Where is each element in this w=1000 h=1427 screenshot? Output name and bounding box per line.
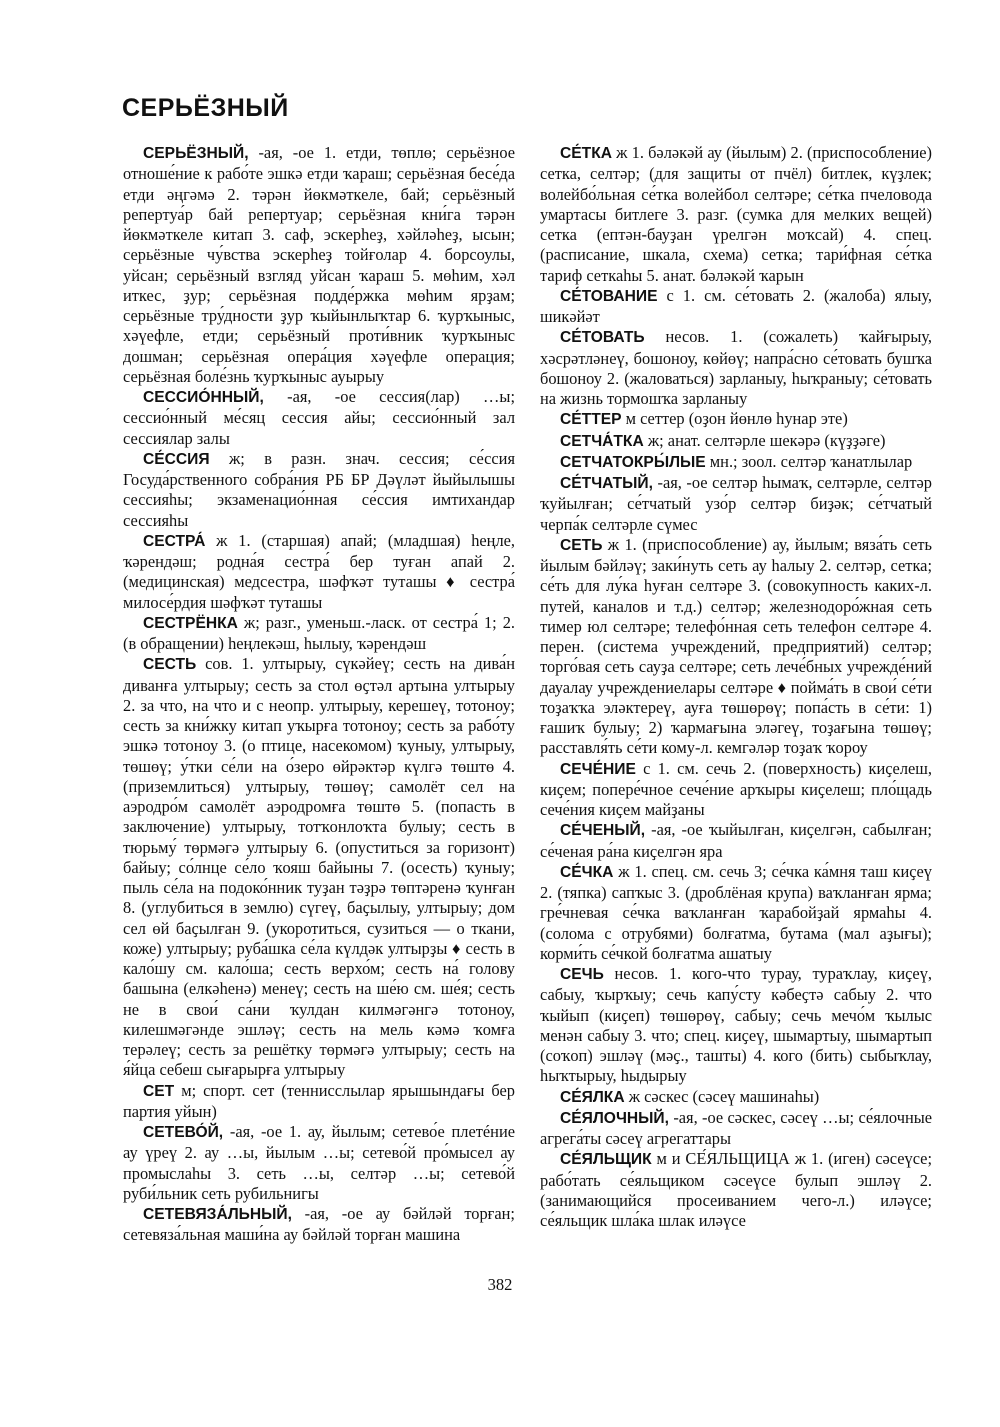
entry-definition: ж 1. бәләкәй ау (йылым) 2. (приспособление) сетка, селтәр; (для защиты от пчёл) битлек, күҙлек; волейбо́льная се́тка волейбол селтәре; се́тка пчеловода умартасы битлеге 3. разг. (сумка для мелких вещей) сетка (ептән-бауҙан үрелгән моҡсай) 4. спец. (расписание, шкала, схема) сетка; тари́фная се́тка тариф сеткаһы 5. анат. бәләкәй ҡарын bbox=[540, 143, 932, 285]
dictionary-entry bbox=[540, 431, 932, 452]
entry-headword: СЕСТРА́ bbox=[143, 532, 206, 550]
entry-definition: м сеттер (оҙон йөнлө һунар эте) bbox=[621, 409, 848, 429]
entry-definition: сов. 1. ултырыу, сүкәйеү; сесть на дива́н диванға ултырыу; сесть за стол өҫтәл артына ултырыу 2. за что, на что и с неопр. ултырыу, керешеү, тотоноу; сесть за кни́жку китап уҡырға тотоноу; сесть за рабо́ту эшкә тотоноу 3. (о птице, насекомом) ҡуныу, ултырыу, төшөү; у́тки се́ли на о́зеро өйрәктәр күлгә төштө 4. (приземлиться) ултырыу, төшөү; самолёт сел на аэродро́м самолёт аэродромға төштө 5. (попасть в заключение) ултырыу, тотҡонлоҡта булыу; сесть в тюрьму́ төрмәгә ултырыу 6. (опуститься за горизонт) байыу; со́лнце се́ло ҡояш байыны 7. (осесть) ҡуныу; пыль се́ла на подоко́нник туҙан тәҙрә төптәренә ҡунған 8. (углубиться в землю) сүгеү, баҫылыу, ултырыу; дом сел өй баҫылған 9. (укоротиться, сузиться — о ткани, коже) ултырыу; руба́шка се́ла күлдәк ултырҙы ♦ сесть в кало́шу см. кало́ша; сесть верхо́м; сесть на́ голову башына (елкәһенә) менеү; сесть на ше́ю см. ше́я; сесть не в свои́ са́ни ҡулдан килмәгәнгә тотоноу, килешмәгәнде эшләү; сесть на мель кәмә ҡомға терәлеү; сесть за решётку төрмәгә ултырыу; сесть на я́йца себеш сығарырға ултырыу bbox=[123, 654, 515, 1080]
entry-headword: СЕССИО́ННЫЙ, bbox=[143, 389, 264, 406]
dictionary-entry bbox=[123, 613, 515, 655]
dictionary-entry bbox=[123, 143, 515, 387]
entry-definition: м и СЕ́ЯЛЬЩИЦА ж 1. (иген) сәсеүсе; рабо́тать се́яльщиком сәсеүсе булып эшләү 2. (занимающийся просеиванием чего-л.) иләүсе; се́яльщик шла́ка шлак иләүсе bbox=[540, 1149, 932, 1230]
entry-headword: СЕ́ТЧАТЫЙ, bbox=[560, 475, 653, 492]
running-head: СЕРЬЁЗНЫЙ bbox=[122, 94, 289, 122]
entry-definition: -ая, -ое сессия(лар) …ы; сессио́нный ме́сяц сессия айы; сессио́нный зал сессиялар залы bbox=[123, 387, 515, 448]
entry-definition: ж 1. (старшая) апай; (младшая) һеңле, ҡәрендәш; родна́я сестра́ бер туған апай 2. (медицинская) медсестра, шәфҡәт туташы ♦ сестра́ милосе́рдия шәфҡәт туташы bbox=[123, 530, 515, 612]
entry-headword: СЕ́ЯЛКА bbox=[560, 1088, 625, 1106]
entry-definition: -ая, -ое 1. етди, төплө; серьёзное отноше́ние к рабо́те эшкә етди ҡараш; серьёзная бесе́да етди әңгәмә 2. тәрән йөкмәткеле, бай; серьёзный репертуа́р бай репертуар; серьёзная кни́га тәрән йөкмәткеле китап 3. саф, эскерһеҙ, хәйләһеҙ, ысын; серьёзные чу́вства эскерһеҙ тойғолар 4. борсоулы, уйсан; серьёзный взгляд уйсан ҡараш 5. мөһим, хәл иткес, ҙур; серьёзная подде́ржка мөһим ярҙам; серьёзные тру́дности ҙур ҡыйынлыҡтар 6. ҡурҡыныс, хәүефле, етди; серьёзный проти́вник ҡурҡыныс дошман; серьёзная опера́ция хәүефле операция; серьёзная боле́знь ҡурҡыныс ауырыу bbox=[123, 143, 515, 386]
dictionary-entry bbox=[123, 531, 515, 613]
entry-definition: ж сәскес (сәсеү машинаһы) bbox=[624, 1086, 820, 1106]
entry-headword: СЕ́ТКА bbox=[560, 145, 612, 162]
dictionary-entry bbox=[123, 1204, 515, 1246]
entry-definition: ж 1. (приспособление) ау, йылым; вяза́ть сеть йылым бәйләү; заки́нуть сеть ау һалыу 2. селтәр, сетка; се́ть для лу́ка һуған селтәре 3. (совокупность каких-л. путей, каналов и т.д.) селтәр; железнодоро́жная сеть тимер юл селтәре; телефо́нная сеть телефон селтәре 4. перен. (система учреждений, предприятий) селтәр; торго́вая сеть сауҙа селтәре; сеть лече́бных учрежде́ний дауалау учреждениелары селтәре ♦ пойма́ть в свои́ се́ти тоҙаҡҡа эләктереү, ауға төшөрөү; попа́сть в се́ти: 1) ғашиҡ булыу; 2) ҡармағына эләгеү, тоҙағына төшөү; расставля́ть се́ти кому-л. кемгәләр тоҙаҡ ҡороу bbox=[540, 534, 932, 758]
dictionary-entry bbox=[540, 759, 932, 821]
right-column bbox=[540, 143, 932, 1231]
dictionary-entry bbox=[540, 286, 932, 328]
entry-definition: с 1. см. сечь 2. (поверхность) киҫелеш, киҫем; попере́чное сече́ние арҡыры киҫелеш; пло́щадь сече́ния киҫем майҙаны bbox=[540, 758, 932, 819]
entry-headword: СЕ́ЧКА bbox=[560, 863, 614, 881]
entry-headword: СЕ́ТОВАНИЕ bbox=[560, 287, 658, 305]
dictionary-entry bbox=[540, 327, 932, 409]
dictionary-entry bbox=[123, 654, 515, 1080]
entry-headword: СЕСТЬ bbox=[143, 656, 197, 674]
entry-definition: с 1. см. се́товать 2. (жалоба) ялыу, шикәйәт bbox=[540, 285, 932, 326]
entry-headword: СЕСТРЁНКА bbox=[143, 614, 238, 632]
dictionary-entry bbox=[123, 449, 515, 531]
dictionary-entry bbox=[540, 473, 932, 535]
dictionary-entry bbox=[123, 1081, 515, 1123]
entry-headword: СЕ́ЯЛОЧНЫЙ, bbox=[560, 1109, 669, 1127]
entry-headword: СЕТ bbox=[143, 1082, 175, 1100]
left-column bbox=[123, 143, 515, 1246]
dictionary-entry bbox=[540, 143, 932, 286]
entry-headword: СЕТЕВО́Й, bbox=[143, 1124, 224, 1141]
dictionary-entry bbox=[540, 964, 932, 1087]
entry-definition: -ая, -ое сәскес, сәсеү …ы; се́ялочные агрега́ты сәсеү агрегаттары bbox=[540, 1107, 932, 1148]
entry-headword: СЕЧЕ́НИЕ bbox=[560, 760, 636, 778]
entry-headword: СЕ́ЯЛЬЩИК bbox=[560, 1151, 652, 1169]
dictionary-entry bbox=[540, 409, 932, 430]
dictionary-entry bbox=[540, 862, 932, 964]
dictionary-entry bbox=[540, 1087, 932, 1108]
entry-headword: СЕ́ТОВАТЬ bbox=[560, 329, 645, 347]
entry-definition: -ая, -ое 1. ау, йылым; сетево́е плетéние ау үреү 2. ау …ы, йылым …ы; сетево́й про́мысел ау промыслаһы 3. сеть …ы, селтәр …ы; сетево́й руби́льник сеть рубильнигы bbox=[123, 1122, 515, 1203]
entry-definition: несов. 1. (сожалеть) ҡайғырыу, хәсрәтләнеү, бошоноу, көйөү; напра́сно се́товать бушҡа бошоноу 2. (жаловаться) зарланыу, һыҡраныу; се́товать на жизнь тормошҡа зарланыу bbox=[540, 327, 932, 408]
dictionary-entry bbox=[540, 1108, 932, 1150]
entry-headword: СЕРЬЁЗНЫЙ, bbox=[143, 145, 249, 162]
entry-headword: СЕ́ЧЕНЫЙ, bbox=[560, 822, 646, 840]
dictionary-entry bbox=[123, 1122, 515, 1204]
entry-headword: СЕТЧА́ТКА bbox=[560, 432, 644, 450]
entry-definition: ж 1. спец. см. сечь 3; се́чка ка́мня таш киҫеү 2. (тяпка) сапҡыс 3. (дроблёная крупа) ваҡланған ярма; гре́чневая се́чка ваҡланған ҡарабойҙай ярмаһы 4. (солома с отрубями) болғатма, бутама (мал аҙығы); корми́ть се́чкой болғатма ашатыу bbox=[540, 861, 932, 963]
entry-headword: СЕТЧАТОКРЫ́ЛЫЕ bbox=[560, 453, 706, 471]
entry-headword: СЕЧЬ bbox=[560, 966, 604, 983]
dictionary-entry bbox=[540, 452, 932, 473]
dictionary-entry bbox=[540, 1149, 932, 1231]
entry-definition: -ая, -ое ау бәйләй торған; сетевяза́льная маши́на ау бәйләй торған машина bbox=[123, 1204, 515, 1245]
entry-definition: ж; в разн. знач. сессия; се́ссия Госуда́рственного собра́ния РБ БР Дәүләт йыйылышы сессияһы; экзаменацио́нная се́ссия имтихандар сессияһы bbox=[123, 448, 515, 530]
entry-headword: СЕ́ТТЕР bbox=[560, 411, 622, 429]
entry-headword: СЕ́ССИЯ bbox=[143, 450, 210, 468]
page-number: 382 bbox=[487, 1275, 513, 1294]
dictionary-entry bbox=[540, 820, 932, 862]
entry-headword: СЕТЕВЯЗА́ЛЬНЫЙ, bbox=[143, 1206, 292, 1223]
entry-definition: несов. 1. кого-что турау, тураҡлау, киҫеү, сабыу, ҡырҡыу; сечь капу́сту кәбеҫтә сабыу 2. что ҡыйып (киҫеп) төшөрөү, сабыу; сечь мечо́м ҡылыс менән сабыу 3. что; спец. киҫеү, шымартыу, шымартып (соҡоп) эшләү (мәҫ., ташты) 4. кого (бить) сыбыҡлау, һыҡтырыу, һыдырыу bbox=[540, 964, 932, 1086]
dictionary-entry bbox=[123, 387, 515, 449]
entry-definition: м; спорт. сет (теннисслылар ярышындағы бер партия уйын) bbox=[123, 1080, 515, 1121]
entry-definition: -ая, -ое селтәр һымаҡ, селтәрле, селтәр ҡуйылған; се́тчатый узо́р селтәр биҙәк; се́тчатый черпа́к селтәрле сүмес bbox=[540, 473, 932, 534]
entry-definition: мн.; зоол. селтәр ҡанатлылар bbox=[705, 451, 913, 471]
entry-headword: СЕТЬ bbox=[560, 536, 603, 554]
entry-definition: -ая, -ое ҡыйылған, киҫелгән, сабылған; се́ченая ра́на киҫелгән яра bbox=[540, 820, 932, 861]
entry-definition: ж; разг., уменьш.-ласк. от сестра́ 1; 2. (в обращении) һеңлекәш, һылыу, ҡәрендәш bbox=[123, 612, 515, 653]
dictionary-entry bbox=[540, 535, 932, 759]
entry-definition: ж; анат. селтәрле шекәрә (күҙҙәге) bbox=[643, 430, 886, 450]
